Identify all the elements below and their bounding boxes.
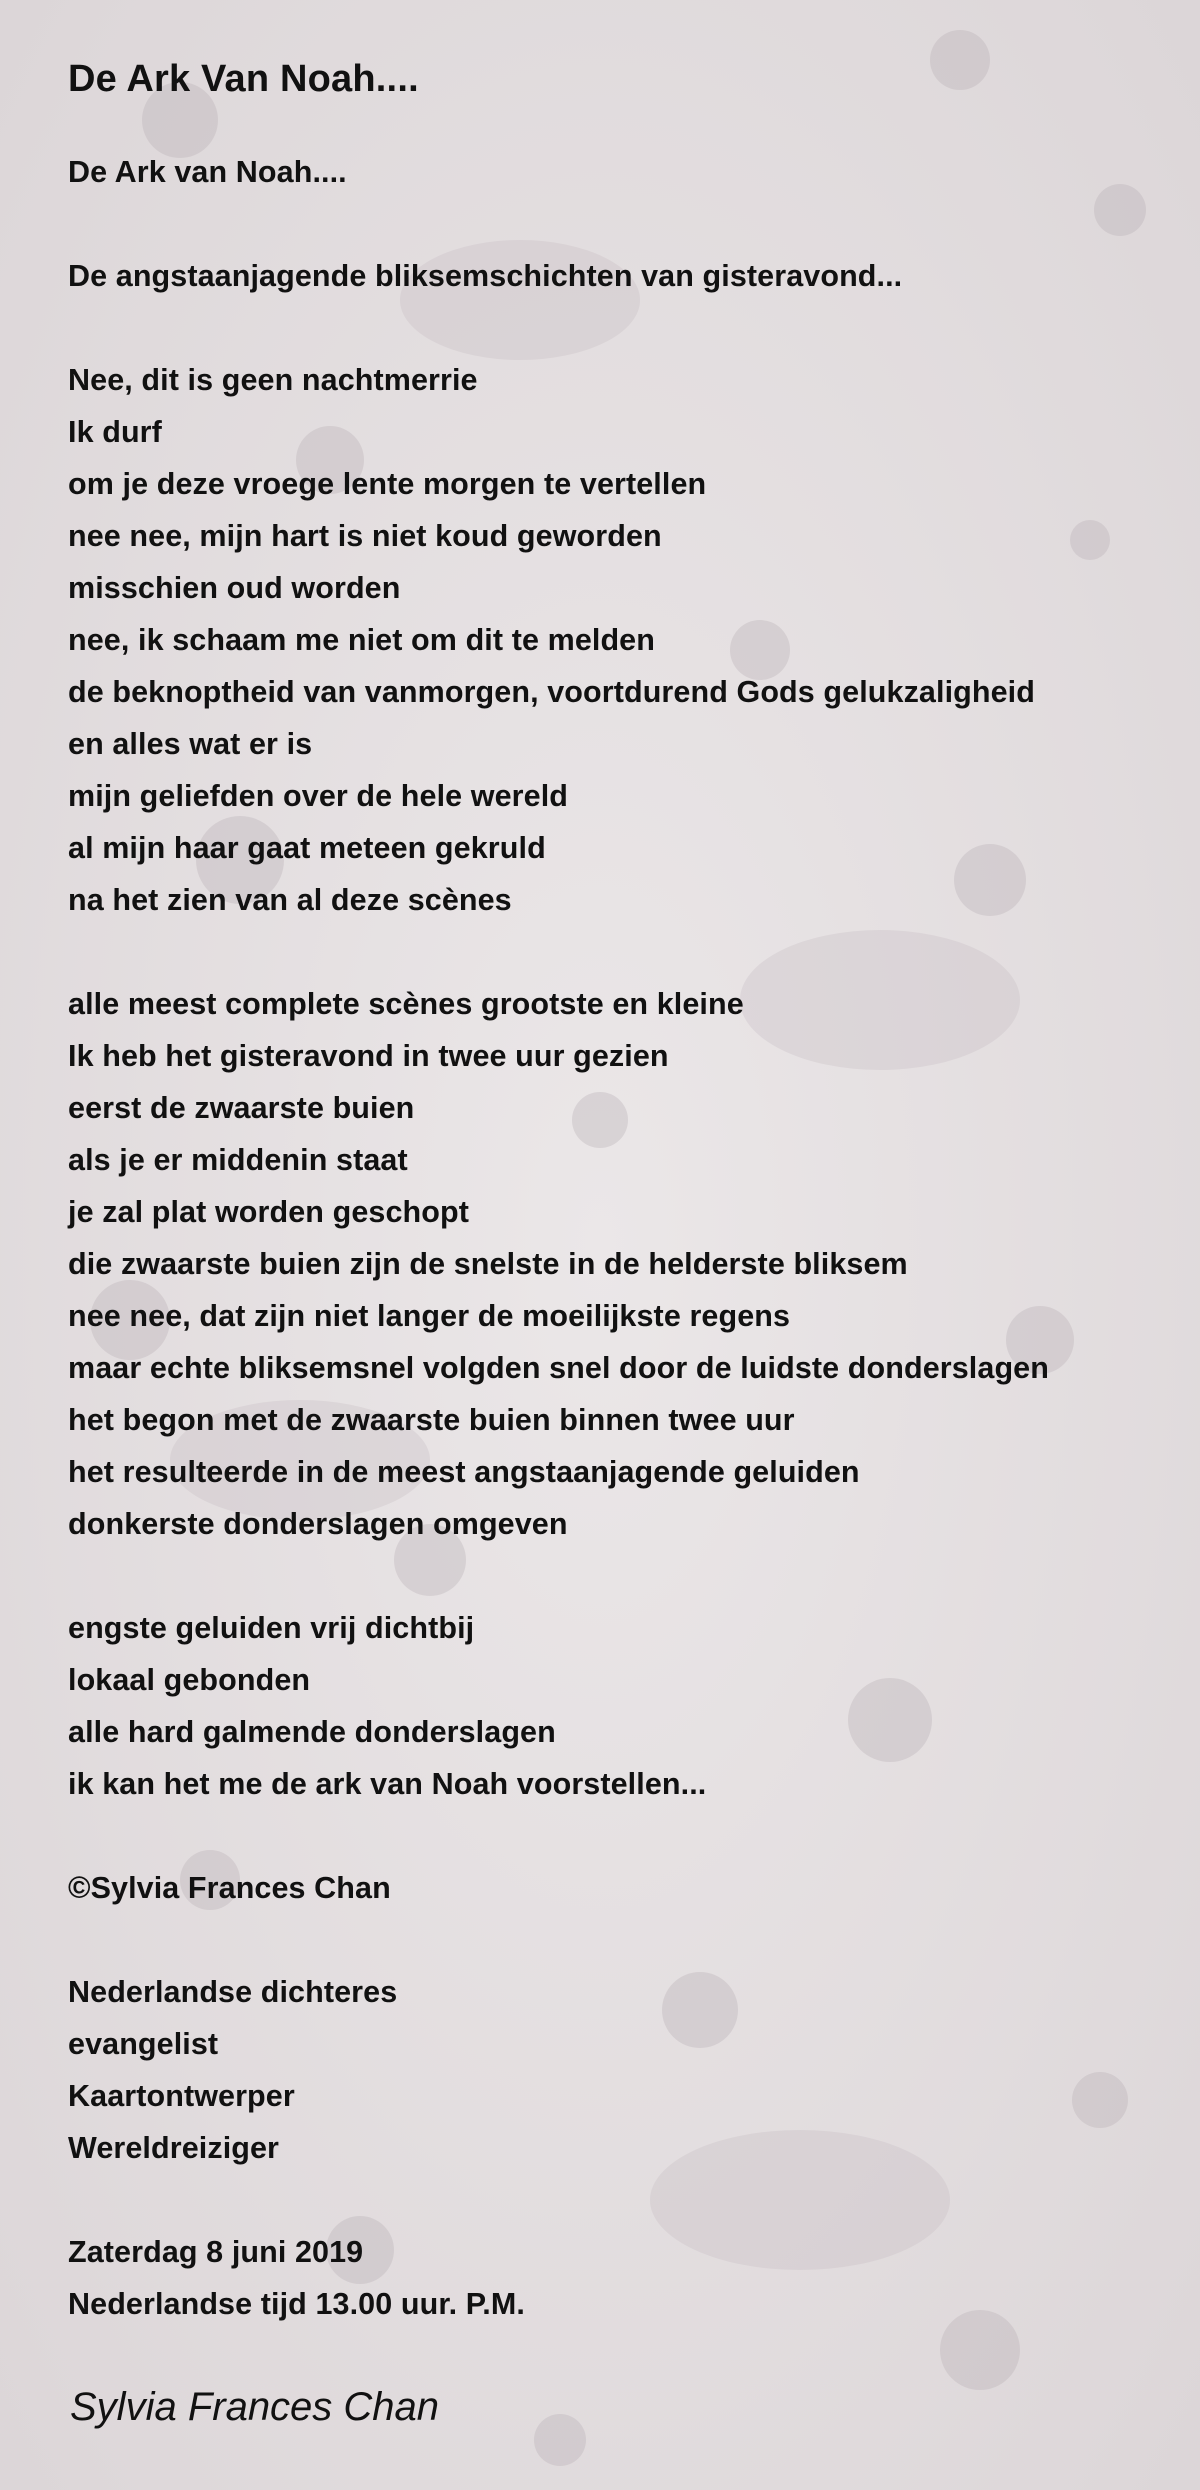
poem-line: Nee, dit is geen nachtmerrie <box>68 363 478 397</box>
poem-line: Nederlandse dichteres <box>68 1975 398 2009</box>
poem-stanza <box>68 1862 1178 1914</box>
poem-line: eerst de zwaarste buien <box>68 1091 415 1125</box>
poem-stanza <box>68 2226 1178 2330</box>
poem-stanza <box>68 1966 1178 2174</box>
poem-line: Nederlandse tijd 13.00 uur. P.M. <box>68 2287 525 2321</box>
poem-line: engste geluiden vrij dichtbij <box>68 1611 475 1645</box>
poem-line: lokaal gebonden <box>68 1663 311 1697</box>
poem-line: de beknoptheid van vanmorgen, voortdurend Gods gelukzaligheid <box>68 675 1035 709</box>
poem-line: donkerste donderslagen omgeven <box>68 1507 568 1541</box>
poem-line: Ik durf <box>68 415 162 449</box>
poem-line: ©Sylvia Frances Chan <box>68 1871 391 1905</box>
poem-title: De Ark Van Noah.... <box>68 58 419 100</box>
poem-line: het begon met de zwaarste buien binnen twee uur <box>68 1403 795 1437</box>
poem-line: het resulteerde in de meest angstaanjagende geluiden <box>68 1455 860 1489</box>
poem-line: evangelist <box>68 2027 219 2061</box>
poem-line: en alles wat er is <box>68 727 313 761</box>
poem-line: na het zien van al deze scènes <box>68 883 512 917</box>
poem-line: Zaterdag 8 juni 2019 <box>68 2235 364 2269</box>
poem-line: alle meest complete scènes grootste en kleine <box>68 987 744 1021</box>
poem-line: De Ark van Noah.... <box>68 155 347 189</box>
poem-body <box>68 50 1178 2382</box>
author-signature: Sylvia Frances Chan <box>70 2385 440 2429</box>
poem-line: nee, ik schaam me niet om dit te melden <box>68 623 655 657</box>
poem-line: mijn geliefden over de hele wereld <box>68 779 569 813</box>
poem-line: Ik heb het gisteravond in twee uur gezien <box>68 1039 669 1073</box>
poem-stanza <box>68 978 1178 1550</box>
poem-line: Wereldreiziger <box>68 2131 280 2165</box>
poem-line: nee nee, mijn hart is niet koud geworden <box>68 519 662 553</box>
poem-line: die zwaarste buien zijn de snelste in de helderste bliksem <box>68 1247 908 1281</box>
poem-stanza <box>68 250 1178 302</box>
poem-stanza <box>68 1602 1178 1810</box>
poem-line: maar echte bliksemsnel volgden snel door de luidste donderslagen <box>68 1351 1049 1385</box>
poem-line: ik kan het me de ark van Noah voorstellen... <box>68 1767 707 1801</box>
poem-line: alle hard galmende donderslagen <box>68 1715 556 1749</box>
poem-line: nee nee, dat zijn niet langer de moeilijkste regens <box>68 1299 791 1333</box>
poem-stanza <box>68 146 1178 198</box>
poem-stanza <box>68 354 1178 926</box>
poem-line: als je er middenin staat <box>68 1143 408 1177</box>
poem-line: Kaartontwerper <box>68 2079 295 2113</box>
poem-line: om je deze vroege lente morgen te vertellen <box>68 467 707 501</box>
poem-line: al mijn haar gaat meteen gekruld <box>68 831 546 865</box>
poem-line: De angstaanjagende bliksemschichten van gisteravond... <box>68 259 903 293</box>
poem-line: misschien oud worden <box>68 571 401 605</box>
poem-line: je zal plat worden geschopt <box>68 1195 469 1229</box>
poem-stanzas <box>68 146 1178 2330</box>
